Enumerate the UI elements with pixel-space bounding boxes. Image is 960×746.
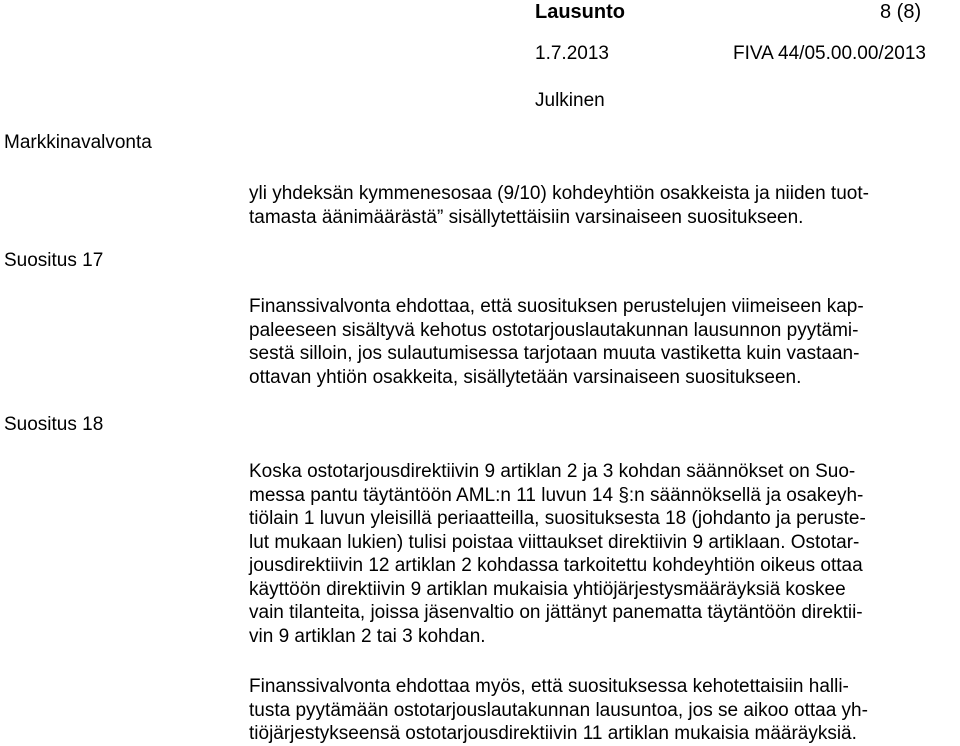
paragraph-line: lut mukaan lukien) tulisi poistaa viittaukset direktiivin 9 artiklaan. Ostotar- bbox=[249, 531, 860, 553]
paragraph-line: sestä silloin, jos sulautumisessa tarjotaan muuta vastiketta kuin vastaan- bbox=[249, 343, 860, 364]
recommendation-18-label: Suositus 18 bbox=[4, 414, 104, 435]
recommendation-17-label: Suositus 17 bbox=[4, 250, 104, 271]
paragraph-line: käyttöön direktiivin 9 artiklan mukaisia yhtiöjärjestysmääräyksiä koskee bbox=[249, 578, 846, 600]
paragraph-line: vin 9 artiklan 2 tai 3 kohdan. bbox=[249, 625, 486, 647]
reference-number: FIVA 44/05.00.00/2013 bbox=[733, 43, 926, 64]
proposal-paragraph bbox=[249, 675, 929, 746]
recommendation-17-paragraph bbox=[249, 295, 929, 389]
page-number: 8 (8) bbox=[880, 1, 922, 23]
intro-paragraph bbox=[249, 182, 929, 229]
paragraph-line: Finanssivalvonta ehdottaa, että suosituksen perustelujen viimeiseen kap- bbox=[249, 296, 864, 317]
classification-label: Julkinen bbox=[535, 90, 605, 111]
paragraph-line: messa pantu täytäntöön AML:n 11 luvun 14 §:n säännöksellä ja osakeyh- bbox=[249, 484, 864, 506]
section-label: Markkinavalvonta bbox=[4, 132, 152, 153]
paragraph-line: tusta pyytämään ostotarjouslautakunnan lausuntoa, jos se aikoo ottaa yh- bbox=[249, 699, 868, 721]
recommendation-18-paragraph bbox=[249, 460, 929, 648]
paragraph-line: tamasta äänimäärästä” sisällytettäisiin varsinaiseen suositukseen. bbox=[249, 206, 804, 228]
paragraph-line: tiölain 1 luvun yleisillä periaatteilla, suosituksesta 18 (johdanto ja peruste- bbox=[249, 508, 866, 529]
paragraph-line: Koska ostotarjousdirektiivin 9 artiklan 2 ja 3 kohdan säännökset on Suo- bbox=[249, 461, 856, 482]
document-date: 1.7.2013 bbox=[535, 43, 609, 64]
document-type: Lausunto bbox=[535, 1, 625, 23]
paragraph-line: paleeseen sisältyvä kehotus ostotarjouslautakunnan lausunnon pyytämi- bbox=[249, 319, 859, 341]
paragraph-line: vain tilanteita, joissa jäsenvaltio on jättänyt panematta täytäntöön direktii- bbox=[249, 602, 863, 623]
paragraph-line: ottavan yhtiön osakkeita, sisällytetään varsinaiseen suositukseen. bbox=[249, 366, 802, 388]
paragraph-line: yli yhdeksän kymmenesosaa (9/10) kohdeyhtiön osakkeista ja niiden tuot- bbox=[249, 183, 869, 204]
paragraph-line: jousdirektiivin 12 artiklan 2 kohdassa tarkoitettu kohdeyhtiön oikeus ottaa bbox=[249, 555, 863, 576]
paragraph-line: Finanssivalvonta ehdottaa myös, että suosituksessa kehotettaisiin halli- bbox=[249, 676, 849, 697]
paragraph-line: tiöjärjestykseensä ostotarjousdirektiivin 11 artiklan mukaisia määräyksiä. bbox=[249, 723, 857, 744]
